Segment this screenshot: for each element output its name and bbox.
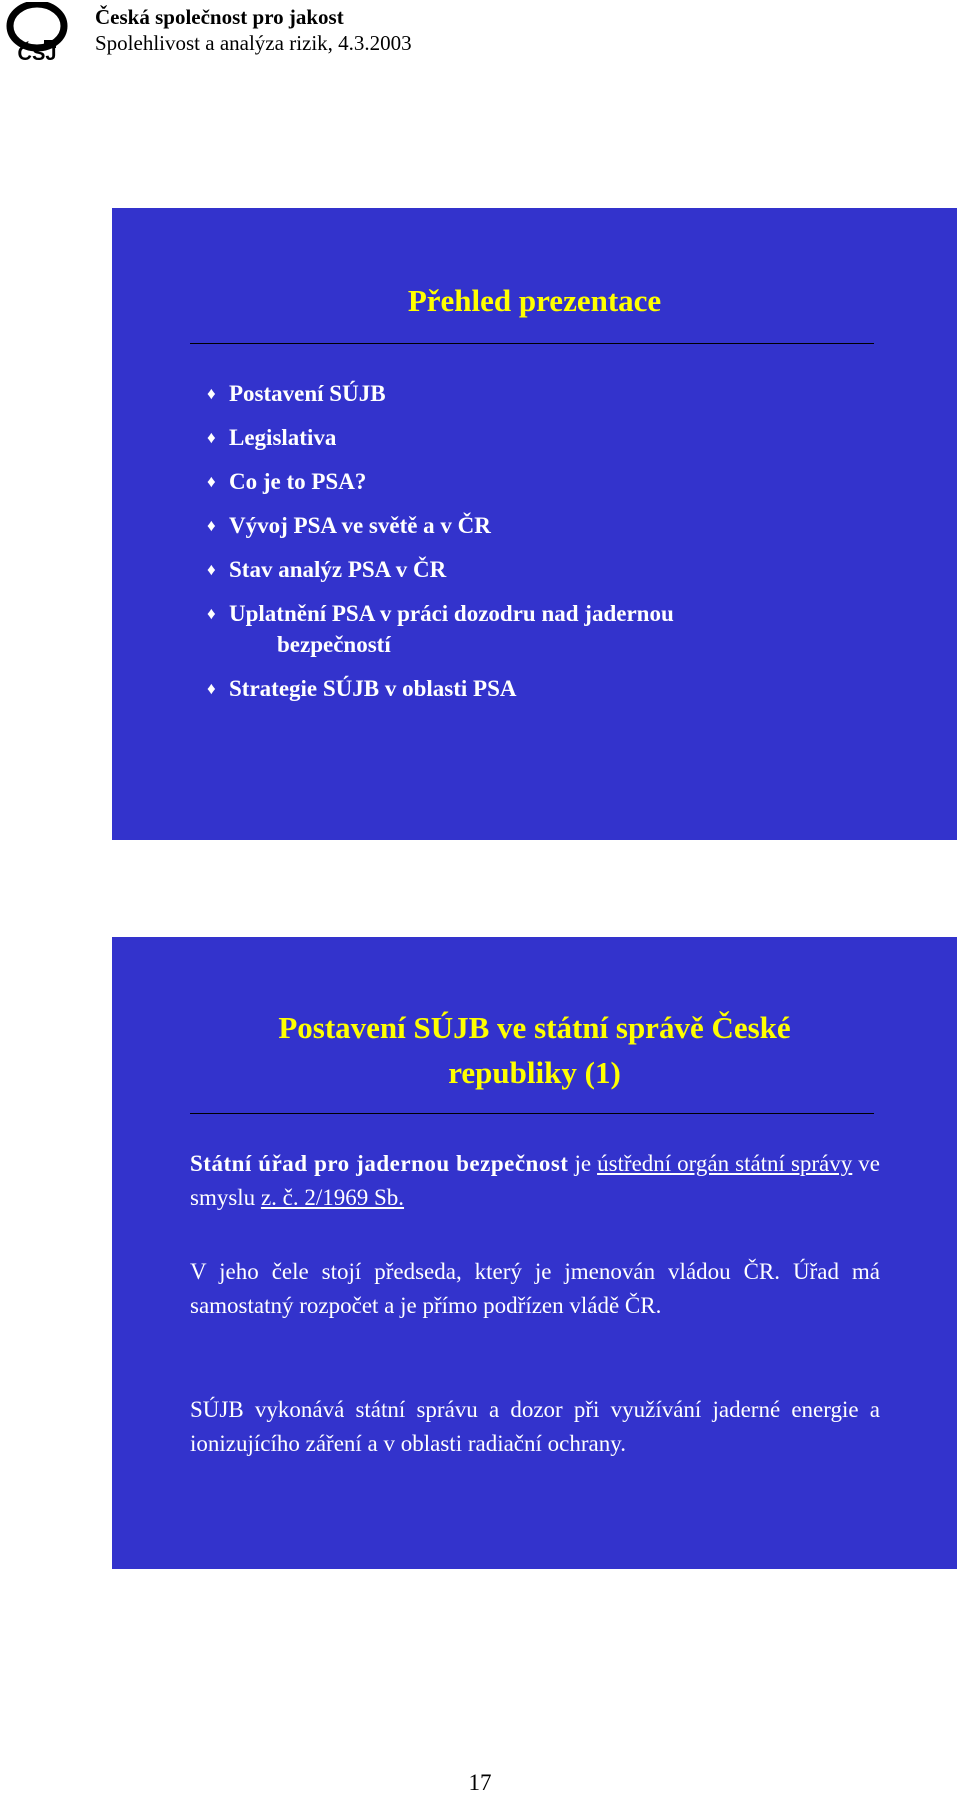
list-item [207, 422, 877, 453]
text-mid: ve smyslu [190, 1151, 880, 1210]
paragraph-scope: SÚJB vykonává státní správu a dozor při využívání jaderné energie a ionizujícího záření a v oblasti radiační ochrany. [190, 1397, 880, 1456]
page-number: 17 [468, 1770, 492, 1795]
csj-logo-icon [4, 2, 70, 62]
slide-title-line2: republiky (1) [448, 1055, 621, 1090]
bullet-text: Vývoj PSA ve světě a v ČR [229, 513, 491, 538]
diamond-icon: ♦ [207, 384, 216, 403]
bullet-continuation: bezpečností [277, 632, 391, 657]
diamond-icon: ♦ [207, 472, 216, 491]
slide-status [112, 937, 957, 1569]
slide-title: Přehled prezentace [407, 283, 662, 318]
list-item [207, 466, 877, 497]
diamond-icon: ♦ [207, 560, 216, 579]
logo-text: ČSJ [17, 43, 57, 62]
bullet-text: Legislativa [229, 425, 337, 450]
diamond-icon: ♦ [207, 516, 216, 535]
slide-title [112, 1005, 957, 1095]
list-item [207, 673, 877, 704]
list-item [207, 378, 877, 409]
title-divider [190, 1113, 874, 1114]
paragraph-definition [190, 1147, 880, 1215]
bullet-text: Uplatnění PSA v práci dozodru nad jadernou [229, 601, 674, 626]
diamond-icon: ♦ [207, 428, 216, 447]
list-item [207, 510, 877, 541]
bullet-text: Stav analýz PSA v ČR [229, 557, 447, 582]
organization-name: Česká společnost pro jakost [95, 5, 344, 29]
list-item [207, 598, 877, 660]
slide-title-line1: Postavení SÚJB ve státní správě České [278, 1010, 791, 1045]
bullet-text: Co je to PSA? [229, 469, 367, 494]
text-is: je [568, 1151, 598, 1176]
link-law-reference[interactable]: z. č. 2/1969 Sb. [260, 1185, 405, 1210]
page-header [0, 0, 960, 70]
header-text [95, 4, 412, 56]
bullet-text: Strategie SÚJB v oblasti PSA [229, 676, 517, 701]
slide-overview [112, 208, 957, 840]
bullet-text: Postavení SÚJB [229, 381, 386, 406]
link-central-authority[interactable]: ústřední orgán státní správy [597, 1151, 853, 1176]
list-item [207, 554, 877, 585]
title-divider [190, 343, 874, 344]
event-title: Spolehlivost a analýza rizik, 4.3.2003 [95, 31, 412, 55]
diamond-icon: ♦ [207, 604, 216, 623]
office-name: Státní úřad pro jadernou bezpečnost [190, 1151, 569, 1176]
diamond-icon: ♦ [207, 679, 216, 698]
bullet-list [207, 378, 877, 717]
paragraph-chairman: V jeho čele stojí předseda, který je jmenován vládou ČR. Úřad má samostatný rozpočet a je přímo podřízen vládě ČR. [190, 1259, 880, 1318]
